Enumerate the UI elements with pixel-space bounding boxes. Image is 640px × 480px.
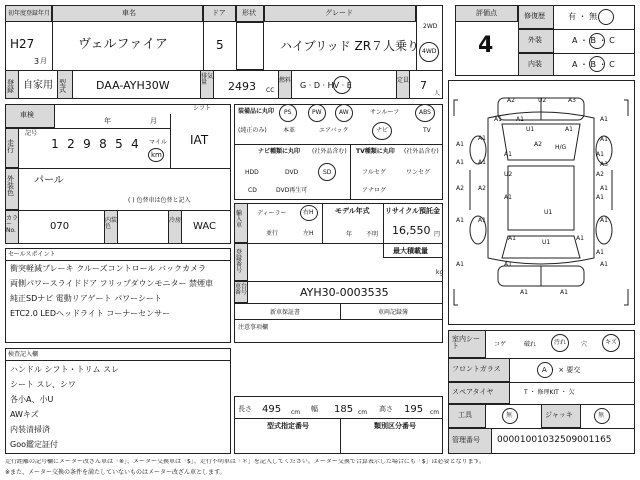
chassis-value: AYH30-0003535 xyxy=(300,286,389,299)
import-label: 輸入車 xyxy=(236,210,243,229)
tv-oneseg: ワンセグ xyxy=(406,169,431,176)
damage-mark: A1 xyxy=(600,217,608,224)
damage-mark: A1 xyxy=(504,151,512,158)
import-divider-2 xyxy=(383,203,384,243)
mileage-digit: 9 xyxy=(83,137,91,151)
length-value: 495 xyxy=(262,404,282,415)
damage-mark: A2 xyxy=(456,185,464,192)
nav-tv-divider xyxy=(350,144,351,200)
damage-mark: A1 xyxy=(576,235,584,242)
reg-no-label: 登録番号 xyxy=(236,249,243,274)
type-code: DAA-AYH30W xyxy=(96,79,170,92)
equip-navi: ナビ xyxy=(376,127,389,134)
mileage-label: 走行 xyxy=(7,139,14,154)
damage-mark: A2 xyxy=(534,141,542,148)
shift-value: IAT xyxy=(190,133,209,147)
damage-mark: A1 xyxy=(508,235,516,242)
displacement-unit: CC xyxy=(266,87,275,94)
class-label: 類別区分番号 xyxy=(374,422,416,430)
windshield-label: フロントガラス xyxy=(452,365,501,373)
max-load-divider xyxy=(383,257,443,258)
first-reg-label: 初年度登録年月 xyxy=(8,10,51,17)
header-divider-a xyxy=(52,5,53,70)
sales-point-line: 純正SDナビ 電動リアゲート パワーシート xyxy=(10,294,162,303)
damage-mark: A1 xyxy=(596,151,604,158)
warranty-label: 新車保証書 xyxy=(270,309,301,316)
damage-mark: A1 xyxy=(596,194,604,201)
inspector-line: AWキズ xyxy=(10,410,39,419)
exterior-label: 外装 xyxy=(528,36,542,44)
warranty-divider xyxy=(340,303,341,319)
model-year-unknown: 不明 xyxy=(366,231,379,238)
width-value: 185 xyxy=(334,404,354,415)
tv-analog: アナログ xyxy=(362,187,387,194)
sales-point-line: 両側パワースライドドア フリップダウンモニター 禁煙車 xyxy=(10,279,214,288)
recycle-value: 16,550 xyxy=(392,224,431,237)
capacity-value: 7 xyxy=(420,79,427,92)
windshield-options: A ・ × 要交 xyxy=(542,366,581,374)
fuel-hv-circle xyxy=(333,76,351,94)
jack-label: ジャッキ xyxy=(545,411,573,419)
import-row-divider-4 xyxy=(234,319,443,320)
tv-fullseg: フルセグ xyxy=(362,169,386,176)
model-year-year: 年 xyxy=(346,231,353,238)
tools-options: 無 xyxy=(506,412,513,419)
damage-mark: A1 xyxy=(478,159,486,166)
drive-2wd: 2WD xyxy=(423,23,438,30)
displacement-value: 2493 xyxy=(228,80,256,93)
length-label: 長さ xyxy=(238,405,252,413)
damage-mark: A1 xyxy=(520,289,528,296)
mileage-digit: 5 xyxy=(115,137,123,151)
inspector-line: シート スレ、シワ xyxy=(10,380,76,389)
header-divider-c xyxy=(416,5,417,70)
body-cell xyxy=(236,22,264,70)
color-label: 外装色 xyxy=(7,175,14,197)
equip-ps: PS xyxy=(284,109,292,116)
mileage-digits xyxy=(47,138,143,160)
inspector-label: 検査記入欄 xyxy=(8,351,39,358)
model-name: ヴェルファイア xyxy=(78,37,168,52)
sales-point-line: 衝突軽減ブレーキ クルーズコントロール バックカメラ xyxy=(10,264,206,273)
nav-sd: SD xyxy=(323,169,332,176)
fuel-label-cell xyxy=(278,70,292,99)
damage-mark: A1 xyxy=(504,194,512,201)
damage-mark: A3 xyxy=(600,161,608,168)
grade-value: ハイブリッド ZR７人乗り xyxy=(280,39,420,53)
damage-mark: A2 xyxy=(478,185,486,192)
footer-line-1: 走行距離の記号欄にメーター改ざん車は「※」、メーター交換車は「$」、走行不明車は「＊」を記入してください。メーター交換で合算表示した場合にも「$」は必要となります。 xyxy=(5,459,486,465)
inspector-line: 内装清掃済 xyxy=(10,425,50,434)
inspection-label: 車検 xyxy=(20,111,34,119)
color-note: ( ) 色替車は色替と記入 xyxy=(128,197,191,204)
inspector-line: Goo鑑定証付 xyxy=(10,440,58,449)
record-label: 車両記録簿 xyxy=(378,309,409,316)
seat-item: キズ xyxy=(605,339,617,346)
nav-dvd-play: DVD再生可 xyxy=(276,187,308,194)
width-unit: cm xyxy=(358,409,368,416)
interior-seat-label: 室内シート xyxy=(452,335,480,350)
equip-abs: ABS xyxy=(419,109,431,116)
reg-month: 3 xyxy=(34,57,40,66)
tv-label-sub: (社外品含む) xyxy=(404,148,439,155)
capacity-unit: 人 xyxy=(434,90,441,97)
exterior-options: A ・ B ・ C xyxy=(572,36,615,45)
shift-divider xyxy=(170,114,171,168)
inspection-year-unit: 年 xyxy=(104,117,111,125)
seat-item: 汚れ xyxy=(554,339,567,346)
damage-mark: A2 xyxy=(596,171,604,178)
chassis-label: 車台番号 xyxy=(235,283,248,296)
equip-sunroof: サンルーフ xyxy=(370,109,400,116)
mileage-digit: 2 xyxy=(67,137,75,151)
recycle-unit: 円 xyxy=(434,231,441,238)
import-dealer: ディーラー xyxy=(257,210,287,217)
seat-item: コゲ xyxy=(494,341,507,348)
tv-label: TV種類に丸印 xyxy=(356,148,395,155)
repair-options: 有 ・ 無 xyxy=(568,12,598,21)
doors-label: ドア xyxy=(212,9,226,17)
tools-label: 工具 xyxy=(458,411,472,419)
width-label: 幅 xyxy=(311,405,318,413)
mileage-digit: 8 xyxy=(99,137,107,151)
nav-hdd: HDD xyxy=(245,169,259,176)
damage-mark: A1 xyxy=(596,249,604,256)
color-row-divider xyxy=(5,168,231,169)
interior-label: 内装 xyxy=(528,60,542,68)
reg-month-unit: 月 xyxy=(40,57,47,65)
notes-label: 注意事項欄 xyxy=(238,324,269,331)
reg-era-year: H27 xyxy=(10,37,35,51)
equip-aw: AW xyxy=(339,109,349,116)
sales-points-header-divider xyxy=(5,260,231,261)
import-row-divider-2 xyxy=(234,281,443,282)
ac-label: 冷房 xyxy=(169,217,182,224)
handle-left: 左H xyxy=(303,230,314,237)
footer-line-2: ※また、メーター交換の条件を満たしていないものはメーター改ざん車とします。 xyxy=(5,469,226,476)
shift-label: シフト xyxy=(193,105,212,112)
equipment-sub-label: (純正のみ) xyxy=(238,127,267,134)
damage-mark: A1 xyxy=(600,116,608,123)
damage-mark: A1 xyxy=(600,185,608,192)
import-row-divider-1 xyxy=(234,243,443,244)
equip-airbag: エアバック xyxy=(319,127,349,134)
unit-km: km xyxy=(151,151,162,159)
unit-mile: マイル xyxy=(149,139,167,146)
capacity-label: 定員 xyxy=(397,77,410,84)
damage-mark: A1 xyxy=(560,289,568,296)
damage-mark: A1 xyxy=(516,116,524,123)
damage-mark: A1 xyxy=(456,159,464,166)
damage-mark: U1 xyxy=(542,239,551,246)
damage-mark: A1 xyxy=(456,217,464,224)
inspector-line: ハンドル シフト・トリム スレ xyxy=(10,365,120,374)
capacity-label-cell xyxy=(396,70,410,99)
usage-value: 自家用 xyxy=(23,80,53,91)
inspection-month-unit: 月 xyxy=(150,117,157,125)
interior-color-label: 内装色 xyxy=(105,217,118,230)
length-unit: cm xyxy=(291,409,301,416)
displacement-label: 排気量 xyxy=(201,73,214,86)
model-label: 車名 xyxy=(122,9,136,17)
equip-tv: TV xyxy=(423,127,431,134)
exterior-b-circle xyxy=(589,33,605,49)
nav-label: ナビ種類に丸印 xyxy=(258,148,301,155)
height-value: 195 xyxy=(404,404,424,415)
damage-mark: A1 xyxy=(456,261,464,268)
body-label: 形状 xyxy=(242,9,256,17)
jack-options: 無 xyxy=(598,412,605,419)
repair-label: 修復歴 xyxy=(524,12,545,20)
max-load-label: 最大積載量 xyxy=(393,247,428,255)
nav-label-sub: (社外品含む) xyxy=(312,148,347,155)
equip-pw: PW xyxy=(312,109,322,116)
damage-mark: A1 xyxy=(600,136,608,143)
spare-label: スペアタイヤ xyxy=(452,388,494,396)
damage-mark: A1 xyxy=(565,126,573,133)
damage-mark: A2 xyxy=(507,97,515,104)
handle-right: 右H xyxy=(303,209,314,216)
dimensions-col-divider xyxy=(340,418,341,454)
interior-options: A ・ B ・ C xyxy=(572,60,615,69)
nav-cd: CD xyxy=(248,187,257,194)
color-code-label: カラーNo. xyxy=(6,215,19,234)
fuel-label: 燃料 xyxy=(279,77,292,84)
damage-mark: A1 xyxy=(478,135,486,142)
damage-mark: A1 xyxy=(456,141,464,148)
inspector-line: 各小A、小U xyxy=(10,395,54,404)
type-cert-label: 型式指定番号 xyxy=(267,422,309,430)
color-code-divider xyxy=(5,210,231,211)
damage-mark: U2 xyxy=(504,171,513,178)
interior-b-circle xyxy=(589,56,605,72)
color-value: パール xyxy=(34,175,64,186)
max-load-side xyxy=(383,243,384,257)
digit-label: 記号 xyxy=(25,130,38,137)
height-label: 高さ xyxy=(379,405,393,413)
import-divider-1 xyxy=(322,203,323,243)
damage-mark: A1 xyxy=(600,261,608,268)
damage-mark: A1 xyxy=(504,261,512,268)
sales-points-label: セールスポイント xyxy=(8,251,56,258)
equipment-row-divider xyxy=(234,144,443,145)
damage-mark: A1 xyxy=(494,116,502,123)
equip-leather: 本革 xyxy=(283,127,296,134)
damage-mark: U1 xyxy=(526,126,535,133)
fuel-options: G · D · HV · E xyxy=(300,81,352,90)
inspection-row-divider xyxy=(5,128,170,129)
spare-options: T ・ 修理KIT ・ 欠 xyxy=(524,389,575,396)
mgmt-value: 00001001032509001165 xyxy=(497,435,612,445)
grade-label: グレード xyxy=(325,9,353,17)
dimensions-row-divider xyxy=(234,418,443,419)
score-value: 4 xyxy=(478,33,494,58)
nav-dvd: DVD xyxy=(285,169,299,176)
diagram-center-note: H/G xyxy=(555,144,567,151)
type-label: 型式 xyxy=(59,79,66,94)
mileage-digit: 1 xyxy=(51,137,59,151)
drive-4wd: 4WD xyxy=(422,48,437,55)
height-unit: cm xyxy=(430,409,440,416)
mgmt-label: 管理番号 xyxy=(452,436,480,444)
damage-mark: U1 xyxy=(544,209,553,216)
model-year-label: モデル年式 xyxy=(335,207,370,215)
doors-value: 5 xyxy=(216,38,224,52)
seat-item: 破れ xyxy=(524,341,537,348)
max-load-unit: kg xyxy=(436,269,444,276)
mileage-digit: 4 xyxy=(131,137,139,151)
repair-none-circle xyxy=(598,9,614,25)
damage-mark: U2 xyxy=(538,97,547,104)
damage-mark: A1 xyxy=(478,217,486,224)
inspector-header-divider xyxy=(5,360,231,361)
damage-mark: A3 xyxy=(568,97,576,104)
ac-value: WAC xyxy=(193,221,216,232)
sales-point-line: ETC2.0 LEDヘッドライト コーナーセンサー xyxy=(10,309,171,318)
header-divider-b xyxy=(203,5,204,70)
import-parallel: 並行 xyxy=(266,230,279,237)
ac-label-cell xyxy=(168,210,182,244)
recycle-label: リサイクル預託金 xyxy=(385,207,441,215)
score-label: 評価点 xyxy=(476,9,497,17)
usage-label: 登録 xyxy=(7,79,14,94)
seat-item: 穴 xyxy=(581,341,588,348)
color-code: 070 xyxy=(50,221,70,232)
equipment-label: 装備品に丸印 xyxy=(238,108,275,115)
import-row-divider-3 xyxy=(234,303,443,304)
